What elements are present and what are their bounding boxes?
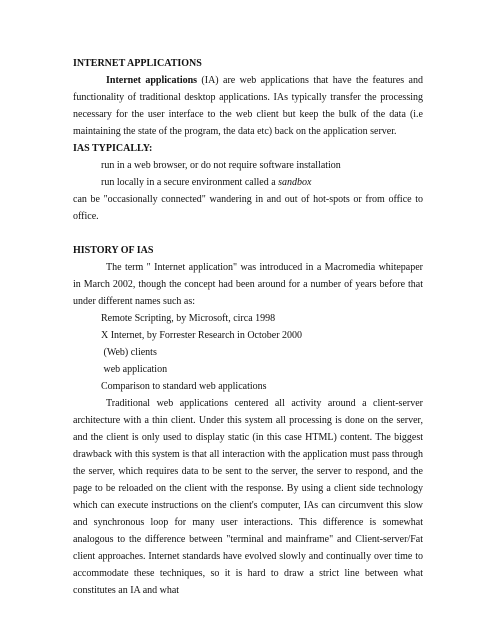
intro-bold-term: Internet applications — [106, 75, 198, 86]
list-item: web application — [101, 364, 168, 375]
list-item: run in a web browser, or do not require software installation — [101, 160, 341, 171]
intro-text: (IA) are web applications that have the features and functionality of traditional desktop applications. IAs typically transfer the processing necessary for the user interface to the web client but keep the bulk of the data (i.e maintaining the state of the program, the data etc) back on the application server. — [73, 75, 423, 137]
history-paragraph: The term " Internet application" was introduced in a Macromedia whitepaper in March 2002, though the concept had been around for a number of years before that under different names such as: — [73, 262, 423, 307]
section-heading-ias-typically: IAS TYPICALLY: — [73, 143, 153, 154]
occasionally-connected-paragraph: can be "occasionally connected" wandering in and out of hot-spots or from office to office. — [73, 194, 423, 222]
list-item: Remote Scripting, by Microsoft, circa 1998 — [101, 313, 276, 324]
traditional-web-apps-paragraph: Traditional web applications centered all activity around a client-server architecture with a thin client. Under this system all processing is done on the server, and the client is only used to display static (in this case HTML) content. The biggest drawback with this system is that all interaction with the application must pass through the server, which requires data to be sent to the server, the server to respond, and the page to be reloaded on the client with the response. By using a client side technology which can execute instructions on the client's computer, IAs can circumvent this slow and synchronous loop for many user interactions. This difference is somewhat analogous to the difference between "terminal and mainframe" and Client-server/Fat client approaches. Internet standards have evolved slowly and continually over time to accommodate these techniques, so it is hard to draw a strict line between what constitutes an IA and what — [73, 398, 423, 596]
document-page — [73, 55, 423, 599]
list-item: Comparison to standard web applications — [101, 381, 267, 392]
list-item: (Web) clients — [101, 347, 157, 358]
list-item: X Internet, by Forrester Research in October 2000 — [101, 330, 303, 341]
intro-paragraph — [73, 72, 423, 140]
sandbox-term: sandbox — [278, 177, 312, 188]
section-heading-history: HISTORY OF IAS — [73, 245, 154, 256]
list-item-text: run locally in a secure environment called a — [101, 177, 279, 188]
section-spacer — [73, 225, 423, 242]
section-heading-internet-applications: INTERNET APPLICATIONS — [73, 58, 202, 69]
list-item — [73, 174, 423, 191]
